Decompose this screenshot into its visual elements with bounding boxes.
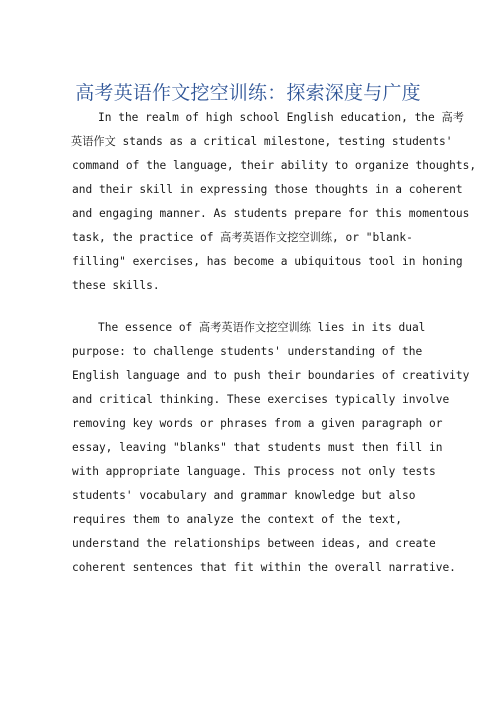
paragraph-line: purpose: to challenge students' understanding of the [72, 345, 423, 358]
paragraph-line: understand the relationships between ideas, and create [72, 537, 436, 550]
paragraph-2 [72, 320, 470, 580]
paragraph-1-cont [72, 230, 463, 310]
paragraph-line: 英语作文 stands as a critical milestone, testing students' [71, 135, 453, 148]
paragraph-line: removing key words or phrases from a given paragraph or [72, 417, 443, 430]
paragraph-line: students' vocabulary and grammar knowledge but also [72, 489, 416, 502]
paragraph-line: and engaging manner. As students prepare for this momentous [72, 207, 470, 220]
paragraph-line: English language and to push their boundaries of creativity [72, 369, 470, 382]
paragraph-line: coherent sentences that fit within the overall narrative. [72, 561, 456, 574]
paragraph-line: filling" exercises, has become a ubiquitous tool in honing [72, 255, 463, 268]
paragraph-line: with appropriate language. This process not only tests [72, 465, 436, 478]
paragraph-line: task, the practice of 高考英语作文挖空训练, or "blank- [72, 231, 413, 244]
paragraph-line: and their skill in expressing those thoughts in a coherent [72, 183, 463, 196]
paragraph-line: The essence of 高考英语作文挖空训练 lies in its dual [98, 321, 426, 334]
paragraph-line: requires them to analyze the context of the text, [72, 513, 403, 526]
document-title: 高考英语作文挖空训练：探索深度与广度 [75, 82, 421, 104]
paragraph-line: In the realm of high school English education, the 高考 [98, 111, 464, 124]
paragraph-line: command of the language, their ability to organize thoughts, [72, 159, 477, 172]
paragraph-1 [71, 110, 477, 230]
paragraph-line: essay, leaving "blanks" that students must then fill in [72, 441, 443, 454]
paragraph-line: and critical thinking. These exercises typically involve [72, 393, 450, 406]
paragraph-line: these skills. [72, 279, 160, 292]
